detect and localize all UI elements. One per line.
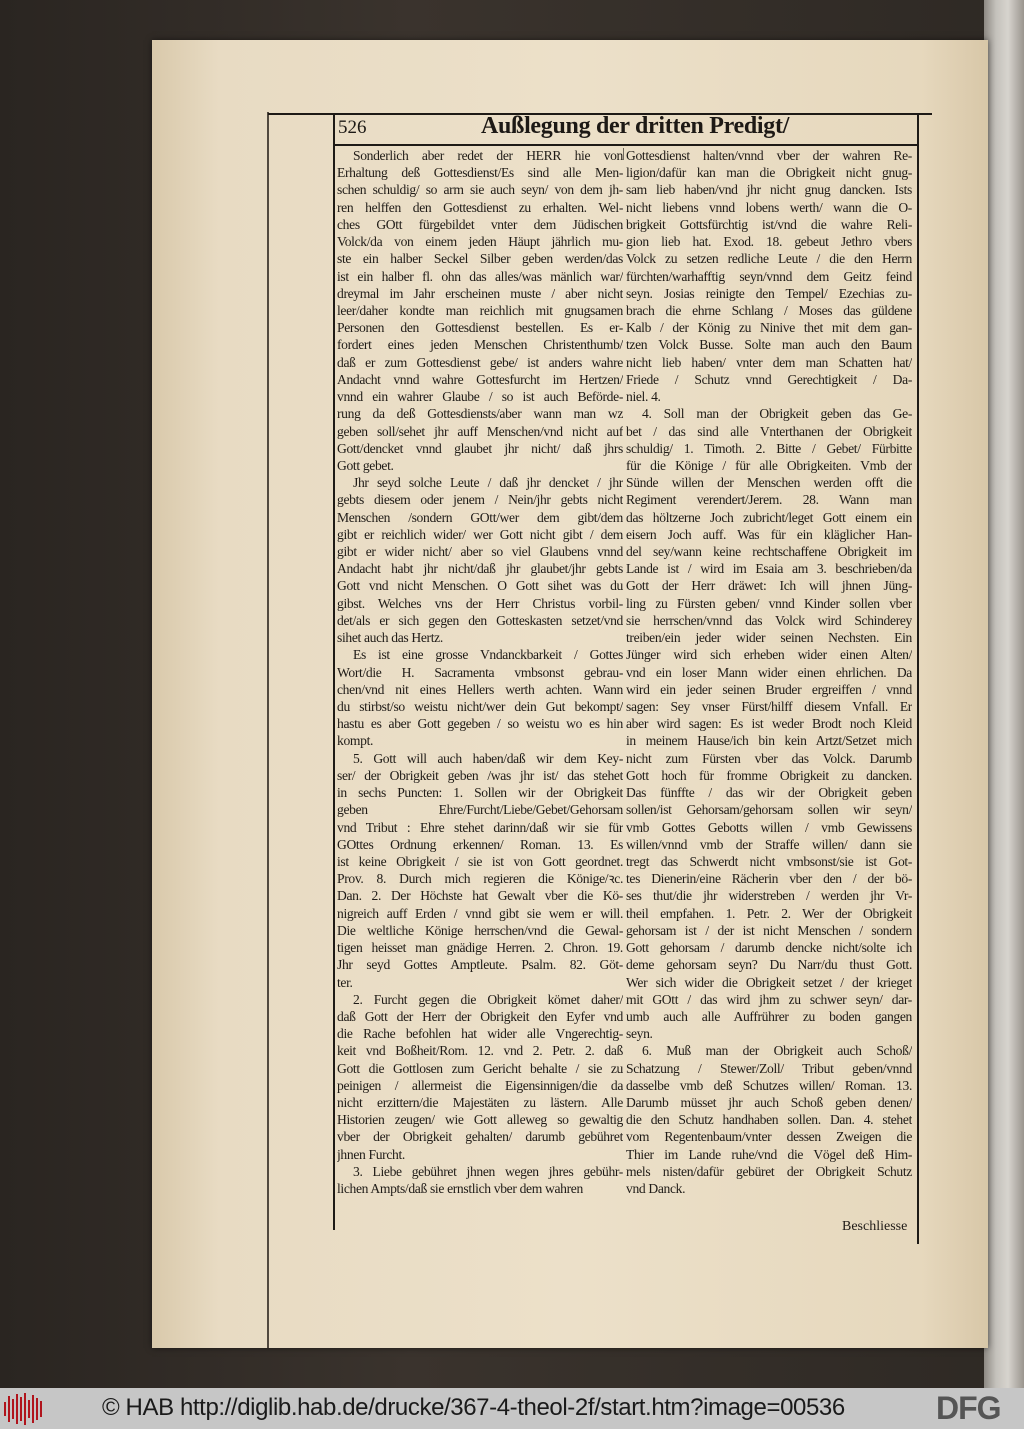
- text-line: Gott vnd nicht Menschen. O Gott sihet was du: [337, 578, 623, 594]
- text-line: Erhaltung deß Gottesdienst/Es sind alle Men-: [337, 165, 623, 181]
- text-line: dasselbe vmb deß Schutzes willen/ Roman. 13.: [626, 1077, 912, 1093]
- text-line: eisern Joch auff. Was für ein kläglicher Han-: [626, 526, 912, 542]
- text-line: vnd ein loser Mann wider einen ehrlichen. Da: [626, 664, 912, 680]
- text-line: tigen heisset man gnädige Herren. 2. Chron. 19.: [337, 940, 623, 956]
- text-line: leer/daher kondte man reichlich mit gnugsamen: [337, 302, 623, 318]
- text-line: Es ist eine grosse Vndanckbarkeit / Gottes: [353, 647, 623, 663]
- text-line: Gott die Gottlosen zum Gericht behalte / sie zu: [337, 1060, 623, 1076]
- text-line: willen/vnnd vmb der Straffe willen/ dann sie: [626, 836, 912, 852]
- text-line: lichen Ampts/daß sie ernstlich vber dem wahren: [337, 1181, 583, 1197]
- text-line: Andacht vnnd wahre Gottesfurcht im Hertzen/: [337, 371, 623, 387]
- text-line: Volck/da von einem jeden Häupt jährlich mu-: [337, 234, 623, 250]
- text-line: Sonderlich aber redet der HERR hie von: [353, 148, 623, 163]
- text-line: nigreich auff Erden / vnnd gibt sie wem er will.: [337, 905, 623, 921]
- text-line: die den Schutz handhaben sollen. Dan. 4. stehet: [626, 1112, 912, 1128]
- text-line: das höltzerne Joch zubricht/leget Gott einem ein: [626, 509, 912, 525]
- footer-bar: [0, 1388, 1024, 1429]
- text-line: sam lieb haben/vnd jhr nicht gnug dancken. Ists: [626, 182, 912, 198]
- text-line: tregt das Schwerdt nicht vmbsonst/sie ist Got-: [626, 853, 912, 869]
- text-line: jhnen Furcht.: [337, 1146, 405, 1162]
- text-line: in meinem Hause/ich bin kein Artzt/Setzet mich: [626, 733, 912, 749]
- text-line: Sünde willen der Menschen werden offt die: [626, 475, 912, 491]
- left-text-column: [337, 147, 623, 1197]
- text-line: keit vnd Boßheit/Rom. 12. vnd 2. Petr. 2. daß: [337, 1043, 623, 1059]
- text-line: nicht liebens vnnd lobens werth/ wann die O-: [626, 199, 912, 215]
- text-line: vnd Tribut : Ehre stehet darinn/daß wir sie für: [337, 819, 623, 835]
- text-line: ches GOtt fürgebildet vnter dem Jüdischen: [337, 216, 623, 232]
- text-line: ling zu Fürsten geben/ vnnd Kinder sollen vber: [626, 595, 912, 611]
- text-line: tzen Volck Busse. Solte man auch den Baum: [626, 337, 912, 353]
- text-line: 6. Muß man der Obrigkeit auch Schoß/: [642, 1043, 912, 1059]
- text-line: Das fünffte / das wir der Obrigkeit geben: [626, 785, 912, 801]
- following-pages-edge: [984, 0, 1024, 1388]
- text-line: sihet auch das Hertz.: [337, 630, 443, 646]
- text-line: del sey/wann keine rechtschaffene Obrigkeit im: [626, 544, 912, 560]
- text-line: vnnd ein wahrer Glaube / so ist auch Beförde-: [337, 389, 623, 405]
- text-line: Jhr seyd solche Leute / daß jhr dencket / jhr: [353, 475, 623, 491]
- text-line: sollen/ist Gehorsam/gehorsam sollen wir seyn/: [626, 802, 912, 818]
- text-line: 2. Furcht gegen die Obrigkeit kömet daher/: [353, 991, 623, 1007]
- running-title: Außlegung der dritten Predigt/: [480, 113, 790, 139]
- text-line: peinigen / allermeist die Eigensinnigen/die da: [337, 1077, 623, 1093]
- text-line: Andacht habt jhr nicht/daß jhr glaubet/jhr gebts: [337, 561, 623, 577]
- text-line: rung da deß Gottesdiensts/aber wann man wz: [337, 406, 623, 422]
- text-line: sagen: Sey vnser Fürst/hilff diesem Vnfall. Er: [626, 699, 912, 714]
- frame-right-line: [917, 114, 919, 1244]
- text-line: Gottesdienst halten/vnnd vber der wahren Re-: [626, 148, 912, 163]
- text-line: Jhr seyd Gottes Amptleute. Psalm. 82. Göt-: [337, 957, 623, 973]
- column-divider: [623, 148, 624, 160]
- text-line: schen schuldig/ so arm sie auch seyn/ von dem jh-: [337, 182, 623, 198]
- text-line: wird ein jeder seinen Bruder ergreiffen / vnnd: [626, 681, 912, 697]
- text-line: Personen den Gottesdienst bestellen. Es er-: [337, 320, 623, 336]
- text-line: aber wird sagen: Es ist weder Brodt noch Kleid: [626, 716, 912, 732]
- text-line: die Rache befohlen hat wider alle Vngerechtig-: [337, 1026, 623, 1042]
- text-line: ses thut/die jhr widerstreben / werden jhr Vr-: [626, 888, 912, 904]
- frame-left-line: [333, 114, 335, 1230]
- text-line: Darumb müsset jhr auch Schoß geben denen/: [626, 1095, 912, 1111]
- text-line: sie herrschen/vnnd das Volck wird Schinderey: [626, 612, 912, 628]
- text-line: theil empfahen. 1. Petr. 2. Wer der Obrigkeit: [626, 905, 912, 921]
- text-line: vnd Danck.: [626, 1181, 686, 1197]
- text-line: vmb Gottes Gebotts willen / vmb Gewissens: [626, 819, 912, 835]
- text-line: brach die ehrne Schlang / Moses das güldene: [626, 302, 912, 318]
- text-line: kompt.: [337, 733, 374, 749]
- text-line: niel. 4.: [626, 389, 661, 405]
- text-line: fürchten/warhafftig seyn/vnnd dem Geitz feind: [626, 268, 912, 284]
- text-line: vom Regentenbaum/vnter dessen Zweigen die: [626, 1129, 912, 1145]
- text-line: Wer sich wider die Obrigkeit setzet / der krieget: [626, 974, 912, 990]
- text-line: Dan. 2. Der Höchste hat Gewalt vber die Kö-: [337, 888, 623, 904]
- text-line: vber der Obrigkeit gehalten/ darumb gebühret: [337, 1129, 623, 1145]
- text-line: gion lieb hat. Exod. 18. gebeut Jethro vbers: [626, 234, 912, 250]
- text-line: geben soll/sehet jhr auff Menschen/vnd nicht auf: [337, 423, 623, 439]
- text-line: Gott hoch für fromme Obrigkeit zu dancken.: [626, 767, 912, 783]
- text-line: umb auch alle Auffrührer zu boden gangen: [626, 1008, 912, 1024]
- text-line: deme gehorsam seyn? Du Narr/du thust Gott.: [626, 957, 912, 973]
- text-line: Jünger wird sich erheben wider einen Alten/: [626, 647, 912, 663]
- catchword: Beschliesse: [842, 1219, 908, 1234]
- text-line: ist ein halber fl. ohn das alles/was mänlich war/: [337, 268, 623, 284]
- right-text-column: [626, 147, 912, 1197]
- text-line: Gott gebet.: [337, 457, 394, 473]
- text-line: 5. Gott will auch haben/daß wir dem Key-: [353, 750, 623, 766]
- text-line: seyn. Josias reinigte den Tempel/ Ezechias zu-: [626, 285, 912, 301]
- text-line: Prov. 8. Durch mich regieren die Könige/ꝛc.: [337, 871, 623, 887]
- text-line: Schatzung / Stewer/Zoll/ Tribut geben/vnnd: [626, 1060, 912, 1076]
- text-line: Lande ist / wird im Esaia am 3. beschrieben/da: [626, 561, 912, 577]
- text-line: Gott gehorsam / darumb dencke nicht/solte ich: [626, 940, 912, 956]
- header-rule: [333, 144, 919, 146]
- text-line: ser/ der Obrigkeit geben /was jhr ist/ das stehet: [337, 767, 623, 783]
- text-line: du stirbst/so weistu nicht/wer dein Gut bekompt/: [337, 699, 623, 714]
- text-line: daß er zum Gottesdienst gebe/ ist anders wahre: [337, 354, 623, 370]
- text-line: bet / das sind alle Vnterthanen der Obrigkeit: [626, 423, 912, 439]
- text-line: nicht lieb haben/ vnter dem man Schatten hat/: [626, 354, 912, 370]
- text-line: mels nisten/dafür gebüret der Obrigkeit Schutz: [626, 1163, 912, 1179]
- text-line: schuldig/ 1. Timoth. 2. Bitte / Gebet/ Fürbitte: [626, 440, 912, 456]
- text-line: Menschen /sondern GOtt/wer dem gibt/dem: [337, 509, 623, 525]
- text-line: det/als er sich gegen den Gotteskasten setzet/vnd: [337, 612, 623, 628]
- text-line: fordert eines jeden Menschen Christenthumb/: [337, 337, 623, 353]
- gutter-line: [267, 112, 269, 1348]
- text-line: ter.: [337, 974, 353, 990]
- text-line: seyn.: [626, 1026, 653, 1042]
- text-line: ligion/dafür kan man die Obrigkeit nicht gnug-: [626, 165, 912, 181]
- text-line: daß Gott der Herr der Obrigkeit den Eyfer vnd: [337, 1008, 623, 1024]
- text-line: Friede / Schutz vnnd Gerechtigkeit / Da-: [626, 371, 912, 387]
- copyright-url[interactable]: © HAB http://diglib.hab.de/drucke/367-4-theol-2f/start.htm?image=00536: [102, 1394, 845, 1421]
- text-line: gibt er reichlich wider/ wer Gott nicht gibt / dem: [337, 526, 623, 542]
- text-line: ren helffen den Gottesdienst zu erhalten. Wel-: [337, 199, 623, 215]
- text-line: mit GOtt / das wird jhm zu schwer seyn/ dar-: [626, 991, 912, 1007]
- text-line: für die Könige / für alle Obrigkeiten. Vmb der: [626, 457, 912, 473]
- text-line: 3. Liebe gebühret jhnen wegen jhres gebühr-: [353, 1163, 623, 1179]
- text-line: GOttes Ordnung erkennen/ Roman. 13. Es: [337, 836, 623, 852]
- text-line: gibst. Welches vns der Herr Christus vorbil-: [337, 595, 623, 611]
- text-line: tes Dienerin/eine Rächerin vber den / der bö-: [626, 871, 912, 887]
- text-line: Gott/dencket vnnd glaubet jhr nicht/ daß jhrs: [337, 440, 623, 456]
- text-line: ist keine Obrigkeit / sie ist von Gott geordnet.: [337, 853, 623, 869]
- text-line: dreymal im Jahr erscheinen muste / aber nicht: [337, 285, 623, 301]
- text-line: gebts diesem oder jenem / Nein/jhr gebts nicht: [337, 492, 623, 508]
- text-line: Historien zeugen/ wie Gott alleweg so gewaltig: [337, 1112, 623, 1128]
- text-line: Regiment verendert/Jerem. 28. Wann man: [626, 492, 912, 508]
- text-line: brigkeit Gottsfürchtig ist/vnd die wahre Reli-: [626, 216, 912, 232]
- text-line: Wort/die H. Sacramenta vmbsonst gebrau-: [337, 664, 623, 680]
- text-line: in sechs Puncten: 1. Sollen wir der Obrigkeit: [337, 785, 623, 801]
- text-line: nicht erzittern/die Majestäten zu lästern. Alle: [337, 1095, 623, 1111]
- text-line: Kalb / der König zu Ninive thet mit dem gan-: [626, 320, 912, 336]
- text-line: treiben/ein jeder wider seinen Nechsten. Ein: [626, 630, 912, 646]
- text-line: geben Ehre/Furcht/Liebe/Gebet/Gehorsam: [337, 802, 623, 818]
- page-number: 526: [338, 117, 367, 138]
- text-line: 4. Soll man der Obrigkeit geben das Ge-: [642, 406, 912, 422]
- text-line: Volck zu setzen redliche Leute / die den Herrn: [626, 251, 912, 267]
- text-line: ste ein halber Seckel Silber geben werden/das: [337, 251, 623, 267]
- dfg-logo: DFG: [936, 1390, 1001, 1426]
- text-line: Die weltliche Könige herrschen/vnd die Gewal-: [337, 922, 623, 938]
- hab-logo-icon: [4, 1392, 42, 1426]
- text-line: Gott der Herr dräwet: Ich will jhnen Jüng-: [626, 578, 912, 594]
- text-line: gibt er wider nicht/ aber so viel Glaubens vnnd: [337, 544, 623, 560]
- text-line: gehorsam ist / der ist nicht Menschen / sondern: [626, 922, 912, 938]
- text-line: nicht zum Fürsten vber das Volck. Darumb: [626, 750, 912, 766]
- text-line: Thier im Lande ruhe/vnd die Vögel deß Him-: [626, 1146, 912, 1162]
- text-line: chen/vnd nit eines Hellers werth achten. Wann: [337, 681, 623, 697]
- text-line: hastu es aber Gott gegeben / so weistu wo es hin: [337, 716, 623, 732]
